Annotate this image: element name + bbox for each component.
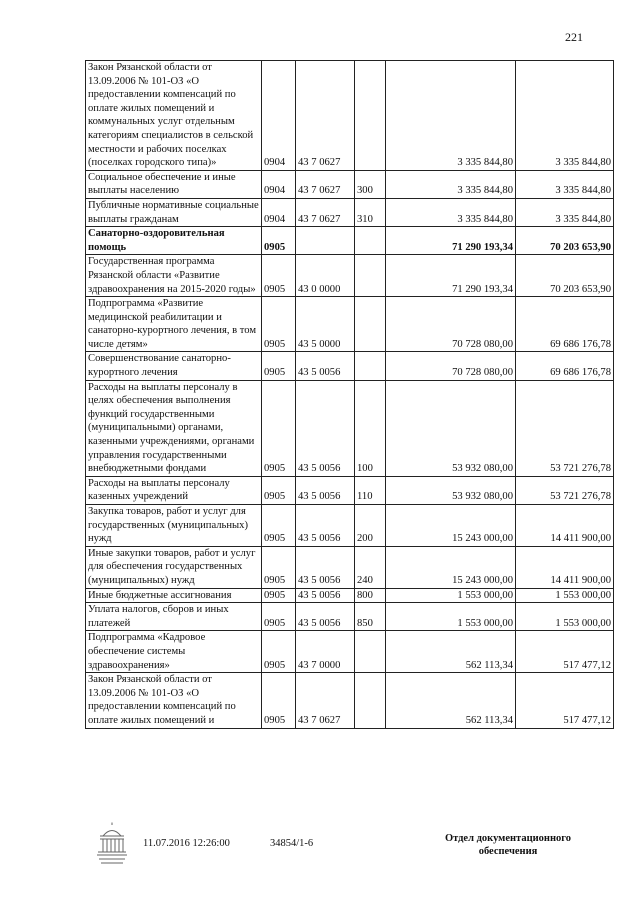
table-row bbox=[86, 505, 614, 547]
row-name-cell: Государственная программа Рязанской области «Развитие здравоохранения на 2015-2020 годы» bbox=[86, 255, 262, 297]
row-sum-executed-cell: 1 553 000,00 bbox=[516, 588, 614, 603]
footer-doc-code: 34854/1-6 bbox=[270, 838, 314, 849]
table-row bbox=[86, 297, 614, 352]
row-section-cell: 0905 bbox=[262, 673, 296, 728]
row-name-cell: Подпрограмма «Кадровое обеспечение системы здравоохранения» bbox=[86, 631, 262, 673]
row-expense-type-cell bbox=[355, 352, 386, 380]
row-section-cell: 0904 bbox=[262, 61, 296, 171]
table-row bbox=[86, 352, 614, 380]
table-row bbox=[86, 476, 614, 504]
row-article-cell: 43 5 0000 bbox=[296, 297, 355, 352]
row-sum-2016-cell: 3 335 844,80 bbox=[386, 198, 516, 226]
row-sum-2016-cell: 53 932 080,00 bbox=[386, 380, 516, 476]
row-sum-executed-cell: 517 477,12 bbox=[516, 631, 614, 673]
row-expense-type-cell bbox=[355, 227, 386, 255]
page-number: 221 bbox=[565, 30, 583, 44]
row-article-cell bbox=[296, 227, 355, 255]
row-article-cell: 43 5 0056 bbox=[296, 603, 355, 631]
row-expense-type-cell: 800 bbox=[355, 588, 386, 603]
row-sum-executed-cell: 3 335 844,80 bbox=[516, 61, 614, 171]
row-expense-type-cell bbox=[355, 297, 386, 352]
table-row bbox=[86, 380, 614, 476]
row-name-cell: Социальное обеспечение и иные выплаты населению bbox=[86, 170, 262, 198]
footer-department-line1: Отдел документационного bbox=[444, 833, 572, 844]
row-name-cell: Закупка товаров, работ и услуг для государственных (муниципальных) нужд bbox=[86, 505, 262, 547]
row-expense-type-cell: 310 bbox=[355, 198, 386, 226]
row-article-cell: 43 7 0627 bbox=[296, 61, 355, 171]
row-article-cell: 43 7 0000 bbox=[296, 631, 355, 673]
table-row bbox=[86, 198, 614, 226]
row-sum-2016-cell: 1 553 000,00 bbox=[386, 588, 516, 603]
row-sum-2016-cell: 3 335 844,80 bbox=[386, 170, 516, 198]
row-section-cell: 0905 bbox=[262, 603, 296, 631]
row-section-cell: 0905 bbox=[262, 255, 296, 297]
row-expense-type-cell: 300 bbox=[355, 170, 386, 198]
row-name-cell: Совершенствование санаторно-курортного лечения bbox=[86, 352, 262, 380]
row-expense-type-cell: 110 bbox=[355, 476, 386, 504]
footer-timestamp: 11.07.2016 12:26:00 bbox=[143, 838, 230, 849]
row-sum-executed-cell: 53 721 276,78 bbox=[516, 380, 614, 476]
row-article-cell: 43 7 0627 bbox=[296, 198, 355, 226]
row-section-cell: 0905 bbox=[262, 227, 296, 255]
row-sum-2016-cell: 562 113,34 bbox=[386, 673, 516, 728]
row-sum-2016-cell: 1 553 000,00 bbox=[386, 603, 516, 631]
row-name-cell: Закон Рязанской области от 13.09.2006 № 101-ОЗ «О предоставлении компенсаций по оплате жилых помещений и bbox=[86, 673, 262, 728]
row-section-cell: 0905 bbox=[262, 380, 296, 476]
row-expense-type-cell bbox=[355, 673, 386, 728]
row-expense-type-cell bbox=[355, 255, 386, 297]
row-name-cell: Санаторно-оздоровительная помощь bbox=[86, 227, 262, 255]
row-sum-executed-cell: 517 477,12 bbox=[516, 673, 614, 728]
row-sum-2016-cell: 70 728 080,00 bbox=[386, 297, 516, 352]
row-sum-2016-cell: 3 335 844,80 bbox=[386, 61, 516, 171]
row-name-cell: Подпрограмма «Развитие медицинской реабилитации и санаторно-курортного лечения, в том числе детям» bbox=[86, 297, 262, 352]
row-expense-type-cell: 850 bbox=[355, 603, 386, 631]
row-name-cell: Закон Рязанской области от 13.09.2006 № 101-ОЗ «О предоставлении компенсаций по оплате жилых помещений и коммунальных услуг отдельным категориям специалистов в сельской местности и рабочих поселках (поселках городского типа)» bbox=[86, 61, 262, 171]
row-article-cell: 43 5 0056 bbox=[296, 588, 355, 603]
row-name-cell: Иные закупки товаров, работ и услуг для обеспечения государственных (муниципальных) нужд bbox=[86, 546, 262, 588]
table-row bbox=[86, 588, 614, 603]
row-sum-executed-cell: 14 411 900,00 bbox=[516, 546, 614, 588]
row-article-cell: 43 5 0056 bbox=[296, 380, 355, 476]
row-name-cell: Расходы на выплаты персоналу казенных учреждений bbox=[86, 476, 262, 504]
row-sum-executed-cell: 70 203 653,90 bbox=[516, 255, 614, 297]
row-section-cell: 0905 bbox=[262, 546, 296, 588]
budget-table bbox=[85, 60, 614, 729]
row-article-cell: 43 7 0627 bbox=[296, 170, 355, 198]
row-article-cell: 43 5 0056 bbox=[296, 505, 355, 547]
footer-department bbox=[428, 832, 588, 858]
table-row bbox=[86, 227, 614, 255]
row-sum-2016-cell: 53 932 080,00 bbox=[386, 476, 516, 504]
row-article-cell: 43 7 0627 bbox=[296, 673, 355, 728]
footer-department-line2: обеспечения bbox=[478, 846, 538, 857]
table-row bbox=[86, 170, 614, 198]
table-row bbox=[86, 255, 614, 297]
row-section-cell: 0905 bbox=[262, 352, 296, 380]
row-sum-executed-cell: 14 411 900,00 bbox=[516, 505, 614, 547]
row-name-cell: Уплата налогов, сборов и иных платежей bbox=[86, 603, 262, 631]
table-row bbox=[86, 631, 614, 673]
row-sum-2016-cell: 15 243 000,00 bbox=[386, 505, 516, 547]
row-expense-type-cell: 240 bbox=[355, 546, 386, 588]
row-sum-2016-cell: 70 728 080,00 bbox=[386, 352, 516, 380]
row-expense-type-cell bbox=[355, 61, 386, 171]
row-article-cell: 43 5 0056 bbox=[296, 476, 355, 504]
table-row bbox=[86, 603, 614, 631]
row-expense-type-cell: 100 bbox=[355, 380, 386, 476]
row-sum-executed-cell: 69 686 176,78 bbox=[516, 352, 614, 380]
table-row bbox=[86, 673, 614, 728]
row-name-cell: Расходы на выплаты персоналу в целях обеспечения выполнения функций государственными (муниципальными) органами, казенными учреждениями, органами управления государственными внебюджетными фондами bbox=[86, 380, 262, 476]
row-section-cell: 0904 bbox=[262, 198, 296, 226]
row-sum-2016-cell: 562 113,34 bbox=[386, 631, 516, 673]
row-section-cell: 0905 bbox=[262, 631, 296, 673]
row-name-cell: Публичные нормативные социальные выплаты гражданам bbox=[86, 198, 262, 226]
row-sum-executed-cell: 70 203 653,90 bbox=[516, 227, 614, 255]
row-sum-2016-cell: 71 290 193,34 bbox=[386, 255, 516, 297]
row-section-cell: 0905 bbox=[262, 476, 296, 504]
row-section-cell: 0904 bbox=[262, 170, 296, 198]
row-sum-executed-cell: 53 721 276,78 bbox=[516, 476, 614, 504]
row-sum-executed-cell: 3 335 844,80 bbox=[516, 170, 614, 198]
row-article-cell: 43 0 0000 bbox=[296, 255, 355, 297]
row-name-cell: Иные бюджетные ассигнования bbox=[86, 588, 262, 603]
row-sum-2016-cell: 71 290 193,34 bbox=[386, 227, 516, 255]
row-section-cell: 0905 bbox=[262, 588, 296, 603]
row-section-cell: 0905 bbox=[262, 297, 296, 352]
row-section-cell: 0905 bbox=[262, 505, 296, 547]
row-sum-2016-cell: 15 243 000,00 bbox=[386, 546, 516, 588]
duma-building-emblem-icon bbox=[95, 822, 129, 866]
row-expense-type-cell bbox=[355, 631, 386, 673]
row-sum-executed-cell: 1 553 000,00 bbox=[516, 603, 614, 631]
table-row bbox=[86, 546, 614, 588]
row-sum-executed-cell: 69 686 176,78 bbox=[516, 297, 614, 352]
row-article-cell: 43 5 0056 bbox=[296, 546, 355, 588]
row-sum-executed-cell: 3 335 844,80 bbox=[516, 198, 614, 226]
row-article-cell: 43 5 0056 bbox=[296, 352, 355, 380]
row-expense-type-cell: 200 bbox=[355, 505, 386, 547]
table-row bbox=[86, 61, 614, 171]
